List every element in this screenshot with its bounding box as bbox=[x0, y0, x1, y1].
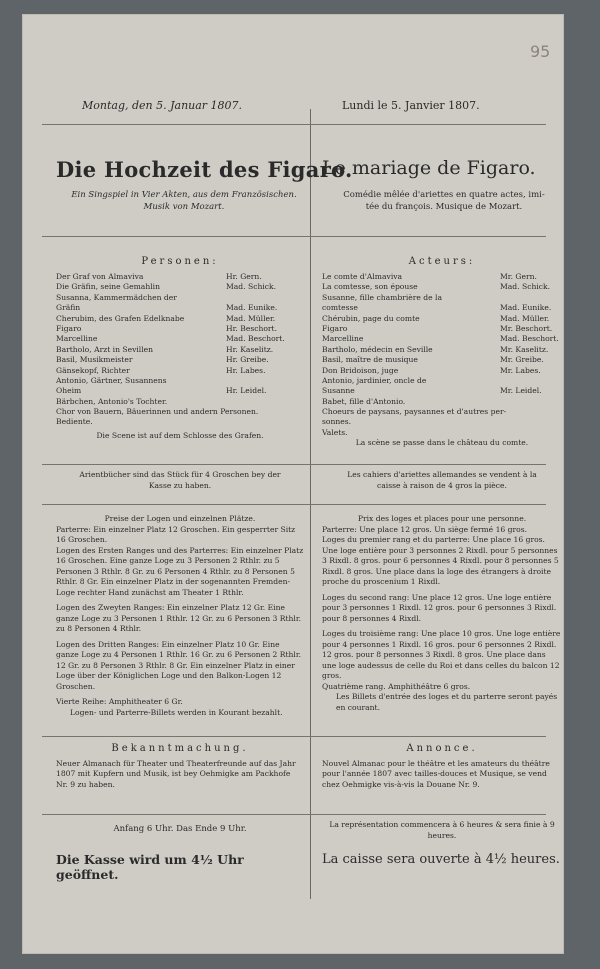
box-office-french: La caisse sera ouverte à 4½ heures. bbox=[322, 852, 560, 867]
price-entry: Logen- und Parterre-Billets werden in Kourant bezahlt. bbox=[70, 707, 283, 717]
box-office-german: Die Kasse wird um 4½ Uhr geöffnet. bbox=[56, 852, 244, 882]
actor-name: Mr. Labes. bbox=[500, 365, 541, 375]
actor-name: Hr. Kaselitz. bbox=[226, 344, 274, 354]
cast-row bbox=[322, 314, 562, 324]
actor-name: Mr. Kaselitz. bbox=[500, 344, 549, 354]
role-name: Le comte d'Almaviva bbox=[322, 272, 403, 281]
actor-name: Mad. Beschort. bbox=[226, 334, 285, 344]
notice-german bbox=[56, 744, 304, 790]
notice-french-text: Nouvel Almanac pour le théâtre et les amateurs du théâtre pour l'année 1807 avec tailles-douces et Musique, se vend chez Oehmigke vis-à-vis la Douane Nr. 9. bbox=[322, 758, 550, 789]
cast-list-german bbox=[56, 272, 304, 441]
cast-row bbox=[322, 417, 562, 427]
price-entry: Parterre: Une place 12 gros. Un siège fermé 16 gros. bbox=[322, 524, 528, 534]
cast-row bbox=[322, 345, 562, 355]
notice-rule bbox=[42, 814, 546, 815]
prices-french-heading: Prix des loges et places pour une personne. bbox=[357, 514, 527, 523]
subtitle-french-line: Comédie mêlée d'ariettes en quatre actes, imi- bbox=[343, 190, 545, 200]
personen-heading: Personen: bbox=[141, 256, 219, 267]
actor-name: Mad. Eunike. bbox=[226, 303, 278, 313]
role-name: Babet, fille d'Antonio. bbox=[322, 396, 406, 406]
libretto-german-line: Arientbücher sind das Stück für 4 Groschen bey der bbox=[79, 470, 281, 479]
cast-row bbox=[322, 397, 562, 407]
cast-row bbox=[56, 334, 304, 344]
actor-name: Hr. Gern. bbox=[226, 272, 262, 281]
actor-name: Mad. Schick. bbox=[226, 282, 277, 292]
libretto-french-line: Les cahiers d'ariettes allemandes se vendent à la bbox=[347, 470, 537, 479]
cast-row bbox=[322, 303, 562, 313]
cast-row bbox=[56, 407, 304, 417]
cast-row bbox=[322, 407, 562, 417]
role-name: Basil, Musikmeister bbox=[56, 355, 133, 365]
header-rule bbox=[42, 124, 546, 125]
price-entry: Quatrième rang. Amphithéâtre 6 gros. bbox=[322, 681, 471, 691]
role-name: Chor von Bauern, Bäuerinnen und andern Personen. bbox=[56, 407, 259, 417]
price-entry: Loges du premier rang et du parterre: Une place 16 gros. Une loge entière pour 3 personnes 2 Rixdl. pour 5 personnes 3 Rixdl. 8 gros. pour 6 personnes 4 Rixdl. pour 8 personnes 5 Rixdl. 8 gros. Une place dans la loge des étrangers à droite proche du proscenium 1 Rixdl. bbox=[322, 535, 559, 586]
scene-german: Die Scene ist auf dem Schlosse des Grafen. bbox=[96, 430, 264, 440]
actor-name: Mad. Müller. bbox=[226, 313, 276, 323]
actor-name: Hr. Labes. bbox=[226, 365, 266, 375]
libretto-german-line: Kasse zu haben. bbox=[148, 480, 212, 490]
role-name: Cherubim, des Grafen Edelknabe bbox=[56, 313, 185, 323]
cast-row bbox=[56, 303, 304, 313]
price-entry: Les Billets d'entrée des loges et du parterre seront payés en courant. bbox=[336, 692, 558, 712]
notice-french bbox=[322, 744, 562, 790]
notice-german-heading: Bekanntmachung. bbox=[111, 743, 249, 754]
role-name: Antonio, jardinier, oncle de bbox=[322, 375, 427, 385]
subtitle-german bbox=[60, 189, 308, 213]
price-entry: Loges du second rang: Une place 12 gros. Une loge entière pour 3 personnes 1 Rixdl. 12 gros. pour 6 personnes 3 Rixdl. pour 8 personnes 4 Rixdl. bbox=[322, 592, 557, 623]
role-name: Bediente. bbox=[56, 417, 93, 427]
role-name: comtesse bbox=[322, 303, 358, 313]
price-entry: Parterre: Ein einzelner Platz 12 Groschen. Ein gesperrter Sitz 16 Groschen. bbox=[56, 524, 296, 544]
libretto-french bbox=[322, 470, 562, 491]
playbill-sheet bbox=[22, 14, 564, 954]
libretto-french-line: caisse à raison de 4 gros la pièce. bbox=[377, 480, 507, 490]
cast-row bbox=[56, 355, 304, 365]
role-name: Choeurs de paysans, paysannes et d'autres per- bbox=[322, 407, 507, 417]
price-entry: Vierte Reihe: Amphitheater 6 Gr. bbox=[56, 697, 183, 706]
role-name: Susanna, Kammermädchen der bbox=[56, 292, 177, 302]
price-entry: Logen des Dritten Ranges: Ein einzelner Platz 10 Gr. Eine ganze Loge zu 4 Personen 1 Rthlr. 16 Gr. zu 6 Personen 2 Rthlr. 12 Gr. zu 8 Personen 3 Rthlr. 8 Gr. Ein einzelner Platz in einer Loge über der Königlichen Loge und den Balkon-Logen 12 Groschen. bbox=[56, 639, 302, 691]
cast-row bbox=[322, 386, 562, 396]
notice-french-heading: Annonce. bbox=[406, 743, 478, 754]
role-name: Der Graf von Almaviva bbox=[56, 272, 144, 281]
actor-name: Hr. Leidel. bbox=[226, 386, 267, 396]
notice-german-text: Neuer Almanach für Theater und Theaterfreunde auf das Jahr 1807 mit Kupfern und Musik, ist bey Oehmigke am Packhofe Nr. 9 zu haben. bbox=[56, 758, 296, 789]
title-rule bbox=[42, 236, 546, 237]
actor-name: Mr. Greibe. bbox=[500, 355, 544, 365]
title-french: Le mariage de Figaro. bbox=[322, 157, 536, 179]
cast-row bbox=[56, 324, 304, 334]
role-name: Figaro bbox=[56, 323, 82, 333]
libretto-german bbox=[56, 470, 304, 491]
role-name: Valets. bbox=[322, 427, 348, 437]
acteurs-heading: Acteurs: bbox=[408, 256, 476, 267]
actor-name: Mr. Leidel. bbox=[500, 386, 542, 396]
actor-name: Mad. Müller. bbox=[500, 313, 550, 323]
price-entry: Logen des Ersten Ranges und des Parterres: Ein einzelner Platz 16 Groschen. Eine ganze Loge zu 3 Personen 2 Rthlr. zu 5 Personen 3 Rthlr. 8 Gr. zu 6 Personen 4 Rthlr. zu 8 Personen 5 Rthlr. 8 Gr. Ein einzelner Platz in der sogenannten Fremden-Loge rechter Hand zunächst am Theater 1 Rthlr. bbox=[56, 545, 304, 597]
price-entry: Logen des Zweyten Ranges: Ein einzelner Platz 12 Gr. Eine ganze Loge zu 3 Personen 1 Rthlr. 12 Gr. zu 6 Personen 3 Rthlr. zu 8 Personen 4 Rthlr. bbox=[56, 603, 302, 633]
role-name: Basil, maître de musique bbox=[322, 355, 418, 365]
actor-name: Mad. Schick. bbox=[500, 282, 551, 292]
times-german: Anfang 6 Uhr. Das Ende 9 Uhr. bbox=[113, 824, 247, 834]
role-name: Chérubin, page du comte bbox=[322, 313, 420, 323]
actor-name: Mad. Eunike. bbox=[500, 303, 552, 313]
prices-rule bbox=[42, 736, 546, 737]
cast-row bbox=[322, 334, 562, 344]
cast-row bbox=[56, 272, 304, 282]
role-name: Susanne, fille chambrière de la bbox=[322, 292, 442, 302]
actor-name: Hr. Greibe. bbox=[226, 355, 269, 365]
date-french: Lundi le 5. Janvier 1807. bbox=[342, 99, 480, 112]
scene-french: La scène se passe dans le château du comte. bbox=[355, 438, 529, 448]
role-name: Gräfin bbox=[56, 303, 81, 313]
cast-row bbox=[56, 345, 304, 355]
cast-row bbox=[56, 293, 304, 303]
cast-row bbox=[56, 386, 304, 396]
role-name: Gänsekopf, Richter bbox=[56, 365, 130, 375]
prices-german-heading: Preise der Logen und einzelnen Plätze. bbox=[104, 514, 256, 523]
cast-row bbox=[56, 417, 304, 427]
subtitle-french-line: tée du françois. Musique de Mozart. bbox=[365, 202, 523, 212]
role-name: Don Bridoison, juge bbox=[322, 365, 399, 375]
page-number: 95 bbox=[530, 42, 551, 61]
title-german: Die Hochzeit des Figaro. bbox=[56, 157, 353, 182]
role-name: Figaro bbox=[322, 323, 348, 333]
actor-name: Mr. Gern. bbox=[500, 272, 537, 281]
price-entry: Loges du troisième rang: Une place 10 gros. Une loge entière pour 4 personnes 1 Rixdl. 16 gros. pour 6 personnes 2 Rixdl. 12 gros. pour 8 personnes 3 Rixdl. 8 gros. Une place dans une loge audessus de celle du Roi et dans celles du balcon 12 gros. bbox=[322, 629, 561, 680]
times-french: La représentation commencera à 6 heures & sera finie à 9 heures. bbox=[329, 820, 555, 840]
cast-row bbox=[56, 366, 304, 376]
role-name: Oheim bbox=[56, 386, 82, 396]
role-name: Marcelline bbox=[322, 334, 364, 344]
cast-row bbox=[322, 355, 562, 365]
role-name: Bartholo, médecin en Seville bbox=[322, 344, 433, 354]
prices-french bbox=[322, 514, 562, 713]
libretto-rule bbox=[42, 504, 546, 505]
cast-row bbox=[322, 376, 562, 386]
cast-rule bbox=[42, 464, 546, 465]
role-name: Susanne bbox=[322, 386, 355, 396]
cast-row bbox=[322, 272, 562, 282]
cast-row bbox=[322, 366, 562, 376]
role-name: Marcelline bbox=[56, 334, 98, 344]
role-name: Antonio, Gärtner, Susannens bbox=[56, 375, 167, 385]
subtitle-german-line: Ein Singspiel in Vier Akten, aus dem Französischen. bbox=[71, 190, 297, 200]
cast-list-french bbox=[322, 272, 562, 449]
actor-name: Mr. Beschort. bbox=[500, 323, 553, 333]
cast-row bbox=[56, 397, 304, 407]
subtitle-german-line: Musik von Mozart. bbox=[143, 202, 225, 212]
cast-row bbox=[56, 282, 304, 292]
subtitle-french bbox=[324, 189, 564, 213]
cast-row bbox=[322, 324, 562, 334]
role-name: Bartholo, Arzt in Sevillen bbox=[56, 344, 154, 354]
role-name: Die Gräfin, seine Gemahlin bbox=[56, 282, 160, 292]
role-name: La comtesse, son épouse bbox=[322, 282, 418, 292]
actor-name: Mad. Beschort. bbox=[500, 334, 559, 344]
prices-german bbox=[56, 514, 304, 718]
date-german: Montag, den 5. Januar 1807. bbox=[82, 99, 243, 112]
actor-name: Hr. Beschort. bbox=[226, 323, 278, 333]
cast-row bbox=[56, 314, 304, 324]
role-name: sonnes. bbox=[322, 417, 352, 427]
role-name: Bärbchen, Antonio's Tochter. bbox=[56, 396, 168, 406]
cast-row bbox=[322, 293, 562, 303]
cast-row bbox=[322, 428, 562, 438]
cast-row bbox=[322, 282, 562, 292]
cast-row bbox=[56, 376, 304, 386]
